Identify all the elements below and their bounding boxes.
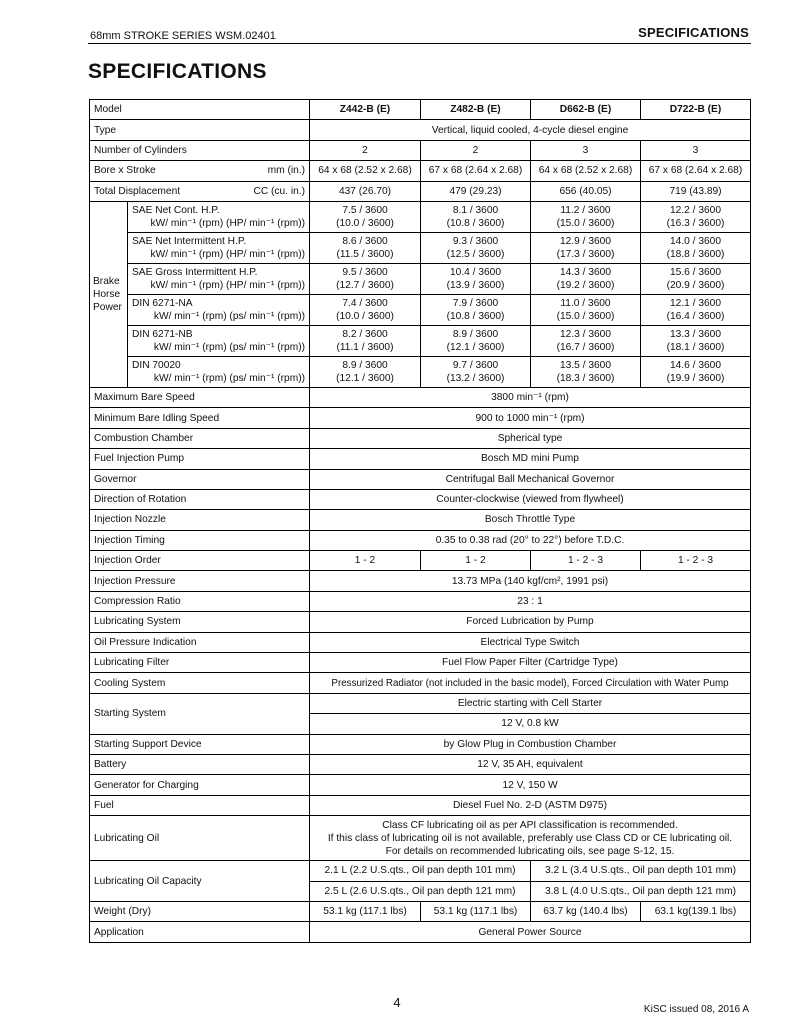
hp-value: (13.2 / 3600) [446,372,505,384]
table-row [90,510,751,530]
bhp-name: SAE Net Cont. H.P. [132,204,220,216]
cell-value: 67 x 68 (2.64 x 2.68) [421,161,531,181]
table-row [90,632,751,652]
table-row [90,530,751,550]
kw-value: 13.3 / 3600 [670,328,721,340]
kw-value: 9.3 / 3600 [452,235,499,247]
row-value: 3800 min⁻¹ (rpm) [310,387,751,407]
cell-value: 656 (40.05) [531,181,641,201]
row-label: Battery [90,754,310,774]
row-value: Fuel Flow Paper Filter (Cartridge Type) [310,653,751,673]
kw-value: 12.3 / 3600 [560,328,611,340]
header-section: SPECIFICATIONS [638,25,749,40]
cell-value [641,356,751,387]
hp-value: (12.5 / 3600) [446,248,505,260]
kw-value: 14.0 / 3600 [670,235,721,247]
bhp-units: kW/ min⁻¹ (rpm) (HP/ min⁻¹ (rpm)) [150,217,305,229]
hp-value: (10.8 / 3600) [446,217,505,229]
hp-value: (15.0 / 3600) [556,217,615,229]
table-row [90,428,751,448]
bhp-units: kW/ min⁻¹ (rpm) (HP/ min⁻¹ (rpm)) [150,248,305,260]
hp-value: (18.3 / 3600) [556,372,615,384]
hp-value: (12.7 / 3600) [336,279,394,291]
row-label: Lubricating Oil Capacity [90,861,310,902]
hp-value: (18.1 / 3600) [666,341,725,353]
hp-value: (18.8 / 3600) [666,248,725,260]
model-header: Z442-B (E) [310,100,421,120]
cell-value [641,201,751,232]
row-value: 12 V, 35 AH, equivalent [310,754,751,774]
cell-value [310,356,421,387]
cell-value: 479 (29.23) [421,181,531,201]
row-label: Lubricating Oil [90,816,310,861]
kw-value: 7.9 / 3600 [452,297,499,309]
lub-oil-line: Class CF lubricating oil as per API classification is recommended. [382,819,678,831]
cell-value [310,294,421,325]
table-row [90,816,751,861]
row-label: Oil Pressure Indication [90,632,310,652]
table-row [90,201,751,232]
cell-value: 1 - 2 [310,551,421,571]
kw-value: 8.9 / 3600 [342,359,388,371]
row-value: by Glow Plug in Combustion Chamber [310,734,751,754]
hp-value: (16.4 / 3600) [666,310,725,322]
kw-value: 9.7 / 3600 [452,359,499,371]
cell-value [531,356,641,387]
kw-value: 8.9 / 3600 [452,328,499,340]
row-label: Lubricating Filter [90,653,310,673]
cell-value [531,201,641,232]
cell-value [641,232,751,263]
bhp-name: DIN 6271-NA [132,297,193,309]
cell-value: 1 - 2 - 3 [641,551,751,571]
table-row [90,469,751,489]
row-value: Centrifugal Ball Mechanical Governor [310,469,751,489]
cell-value [310,232,421,263]
row-value: 13.73 MPa (140 kgf/cm², 1991 psi) [310,571,751,591]
kw-value: 15.6 / 3600 [670,266,721,278]
bhp-label [128,263,310,294]
bhp-units: kW/ min⁻¹ (rpm) (ps/ min⁻¹ (rpm)) [153,310,305,322]
header-divider [88,43,751,44]
lub-oil-line: For details on recommended lubricating oils, see page S-12, 15. [385,845,675,857]
hp-value: (10.0 / 3600) [336,310,394,322]
row-label: Number of Cylinders [90,140,310,160]
bhp-name: SAE Gross Intermittent H.P. [132,266,258,278]
issue-note: KiSC issued 08, 2016 A [643,1004,749,1015]
row-label: Compression Ratio [90,591,310,611]
cell-value: 2.1 L (2.2 U.S.qts., Oil pan depth 101 mm) [310,861,531,881]
row-label: Maximum Bare Speed [90,387,310,407]
bhp-units: kW/ min⁻¹ (rpm) (ps/ min⁻¹ (rpm)) [153,372,305,384]
table-row [90,263,751,294]
row-label: Starting System [90,693,310,734]
kw-value: 11.2 / 3600 [560,204,611,216]
hp-value: (12.1 / 3600) [336,372,394,384]
cell-value [421,356,531,387]
cell-value [531,232,641,263]
row-value: Spherical type [310,428,751,448]
cell-value [641,294,751,325]
table-row [90,734,751,754]
cell-value: 2.5 L (2.6 U.S.qts., Oil pan depth 121 mm) [310,881,531,901]
table-row [90,673,751,693]
row-label: Injection Order [90,551,310,571]
page-number: 4 [393,995,401,1010]
table-row [90,325,751,356]
cell-value [421,263,531,294]
bhp-label [128,232,310,263]
model-header: D722-B (E) [641,100,751,120]
row-label: Direction of Rotation [90,489,310,509]
group-label: Brake Horse Power [90,201,128,387]
row-value: Electrical Type Switch [310,632,751,652]
table-row [90,140,751,160]
row-label: Fuel Injection Pump [90,449,310,469]
row-label [90,161,310,181]
cell-value: 53.1 kg (117.1 lbs) [421,901,531,921]
row-value: General Power Source [310,922,751,942]
row-label: Minimum Bare Idling Speed [90,408,310,428]
table-row [90,571,751,591]
row-label: Application [90,922,310,942]
cell-value [310,263,421,294]
page-title: SPECIFICATIONS [88,60,267,83]
table-row [90,861,751,881]
row-value [310,816,751,861]
cell-value [310,325,421,356]
model-header: D662-B (E) [531,100,641,120]
row-label: Fuel [90,795,310,815]
hp-value: (16.7 / 3600) [556,341,615,353]
hp-value: (17.3 / 3600) [556,248,615,260]
kw-value: 14.3 / 3600 [560,266,611,278]
bhp-units: kW/ min⁻¹ (rpm) (ps/ min⁻¹ (rpm)) [153,341,305,353]
table-row [90,551,751,571]
kw-value: 7.4 / 3600 [342,297,388,309]
bhp-name: DIN 6271-NB [132,328,193,340]
lub-oil-line: If this class of lubricating oil is not available, preferably use Class CD or CE lubricating oil. [327,832,733,844]
cell-value [531,294,641,325]
table-row [90,653,751,673]
row-value: 0.35 to 0.38 rad (20° to 22°) before T.D.C. [310,530,751,550]
cell-value: 1 - 2 - 3 [531,551,641,571]
row-value: 900 to 1000 min⁻¹ (rpm) [310,408,751,428]
row-label: Injection Pressure [90,571,310,591]
table-row [90,181,751,201]
row-label: Starting Support Device [90,734,310,754]
row-label: Type [90,120,310,140]
table-row [90,922,751,942]
row-label: Governor [90,469,310,489]
row-label [90,181,310,201]
bhp-name: SAE Net Intermittent H.P. [132,235,247,247]
kw-value: 8.6 / 3600 [342,235,388,247]
cell-value: 63.1 kg(139.1 lbs) [641,901,751,921]
kw-value: 9.5 / 3600 [342,266,388,278]
bhp-label [128,325,310,356]
model-header: Z482-B (E) [421,100,531,120]
row-label: Injection Timing [90,530,310,550]
row-label: Cooling System [90,673,310,693]
cell-value: 53.1 kg (117.1 lbs) [310,901,421,921]
row-label: Weight (Dry) [90,901,310,921]
table-row [90,612,751,632]
bhp-label [128,356,310,387]
row-value: Diesel Fuel No. 2-D (ASTM D975) [310,795,751,815]
hp-value: (20.9 / 3600) [666,279,725,291]
row-label: Generator for Charging [90,775,310,795]
row-value: Counter-clockwise (viewed from flywheel) [310,489,751,509]
cell-value: 3 [531,140,641,160]
hp-value: (10.8 / 3600) [446,310,505,322]
cell-value: 1 - 2 [421,551,531,571]
row-value: Vertical, liquid cooled, 4-cycle diesel engine [310,120,751,140]
kw-value: 10.4 / 3600 [450,266,501,278]
hp-value: (15.0 / 3600) [556,310,615,322]
label-text: Bore x Stroke [94,165,156,177]
cell-value [421,232,531,263]
kw-value: 8.2 / 3600 [342,328,388,340]
hp-value: (19.9 / 3600) [666,372,725,384]
cell-value [421,294,531,325]
cell-value: 437 (26.70) [310,181,421,201]
kw-value: 12.1 / 3600 [670,297,721,309]
cell-value: 3 [641,140,751,160]
cell-value [531,325,641,356]
hp-value: (11.1 / 3600) [336,341,394,353]
bhp-label [128,201,310,232]
table-row [90,100,751,120]
table-row [90,795,751,815]
hp-value: (16.3 / 3600) [666,217,725,229]
hp-value: (19.2 / 3600) [556,279,615,291]
kw-value: 12.2 / 3600 [670,204,721,216]
row-label: Model [90,100,310,120]
bhp-label [128,294,310,325]
row-value: Electric starting with Cell Starter [310,693,751,713]
cell-value [531,263,641,294]
bhp-units: kW/ min⁻¹ (rpm) (HP/ min⁻¹ (rpm)) [150,279,305,291]
cell-value: 719 (43.89) [641,181,751,201]
table-row [90,901,751,921]
cell-value [421,201,531,232]
table-row [90,387,751,407]
cell-value: 2 [421,140,531,160]
table-row [90,754,751,774]
table-row [90,591,751,611]
table-row [90,356,751,387]
row-value: Bosch Throttle Type [310,510,751,530]
bhp-name: DIN 70020 [132,359,181,371]
cell-value: 2 [310,140,421,160]
table-row [90,161,751,181]
row-label: Lubricating System [90,612,310,632]
kw-value: 7.5 / 3600 [342,204,388,216]
cell-value: 3.8 L (4.0 U.S.qts., Oil pan depth 121 mm) [531,881,751,901]
hp-value: (12.1 / 3600) [446,341,505,353]
header-series: 68mm STROKE SERIES WSM.02401 [90,30,276,42]
row-label: Combustion Chamber [90,428,310,448]
table-row [90,408,751,428]
kw-value: 8.1 / 3600 [452,204,499,216]
kw-value: 14.6 / 3600 [670,359,721,371]
cell-value: 64 x 68 (2.52 x 2.68) [531,161,641,181]
cell-value [641,263,751,294]
cell-value [641,325,751,356]
label-text: Total Displacement [94,185,181,197]
cell-value [310,201,421,232]
table-row [90,489,751,509]
table-row [90,775,751,795]
kw-value: 11.0 / 3600 [560,297,611,309]
hp-value: (13.9 / 3600) [446,279,505,291]
unit-text: CC (cu. in.) [253,185,305,197]
hp-value: (10.0 / 3600) [336,217,394,229]
row-value: 12 V, 0.8 kW [310,714,751,734]
kw-value: 12.9 / 3600 [560,235,611,247]
hp-value: (11.5 / 3600) [336,248,394,260]
row-value: 23 : 1 [310,591,751,611]
table-row [90,449,751,469]
row-label: Injection Nozzle [90,510,310,530]
table-row [90,232,751,263]
cell-value [421,325,531,356]
table-row [90,294,751,325]
unit-text: mm (in.) [267,165,305,177]
cell-value: 67 x 68 (2.64 x 2.68) [641,161,751,181]
cell-value: 63.7 kg (140.4 lbs) [531,901,641,921]
spec-table [89,99,751,943]
table-row [90,693,751,713]
row-value: Bosch MD mini Pump [310,449,751,469]
row-value: Forced Lubrication by Pump [310,612,751,632]
row-value: 12 V, 150 W [310,775,751,795]
cell-value: 64 x 68 (2.52 x 2.68) [310,161,421,181]
kw-value: 13.5 / 3600 [560,359,611,371]
cell-value: 3.2 L (3.4 U.S.qts., Oil pan depth 101 mm) [531,861,751,881]
table-row [90,120,751,140]
row-value: Pressurized Radiator (not included in the basic model), Forced Circulation with Water Pump [310,673,751,693]
